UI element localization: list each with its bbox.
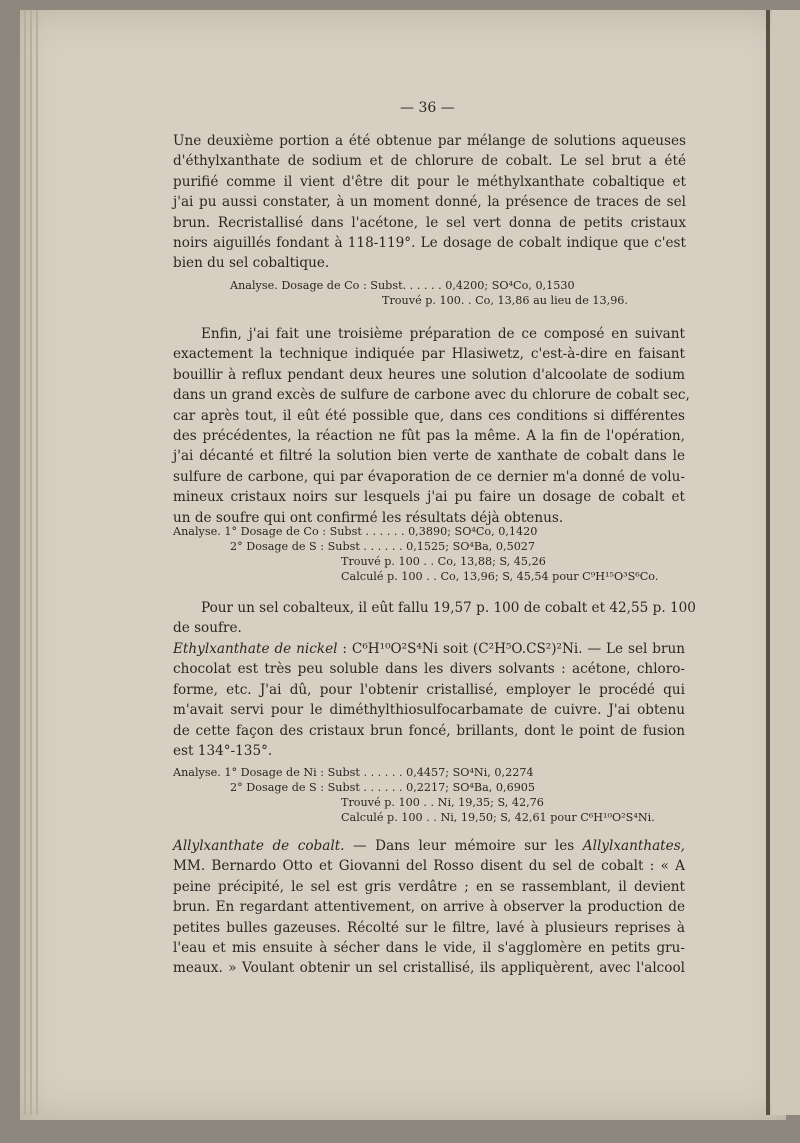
- text-line: brun. Recristallisé dans l'acétone, le sel vert donna de petits cristaux: [173, 214, 686, 231]
- text-line: de cette façon des cristaux brun foncé, brillants, dont le point de fusion: [173, 722, 685, 739]
- text-line: des précédentes, la réaction ne fût pas la même. A la fin de l'opération,: [173, 428, 685, 445]
- paragraph-3: [173, 598, 696, 639]
- formula-text: : C⁶H¹⁰O²S⁴Ni soit (C²H⁵O.CS²)²Ni. — Le sel brun: [342, 641, 685, 657]
- analysis-line: Trouvé p. 100 . . Co, 13,88; S, 45,26: [341, 555, 546, 568]
- text-line: l'eau et mis ensuite à sécher dans le vide, il s'agglomère en petits gru-: [173, 940, 685, 957]
- text-line: mineux cristaux noirs sur lesquels j'ai pu faire un dosage de cobalt et: [173, 489, 685, 506]
- analysis-line: 2° Dosage de S : Subst . . . . . . 0,1525; SO⁴Ba, 0,5027: [230, 540, 536, 553]
- page-number: — 36 —: [400, 100, 455, 116]
- text-line: noirs aiguillés fondant à 118-119°. Le dosage de cobalt indique que c'est: [173, 235, 686, 252]
- text-line: bouillir à reflux pendant deux heures une solution d'alcoolate de sodium: [173, 366, 685, 383]
- section-title: Ethylxanthate de nickel: [173, 641, 338, 657]
- text-line: meaux. » Voulant obtenir un sel cristallisé, ils appliquèrent, avec l'alcool: [173, 960, 685, 977]
- analysis-line: Analyse. Dosage de Co : Subst. . . . . . 0,4200; SO⁴Co, 0,1530: [230, 279, 575, 292]
- text-line: sulfure de carbone, qui par évaporation de ce dernier m'a donné de volu-: [173, 468, 685, 485]
- text-line: [173, 836, 685, 856]
- text-line: peine précipité, le sel est gris verdâtre ; en se rassemblant, il devient: [173, 878, 685, 895]
- text-line: bien du sel cobaltique.: [173, 255, 330, 272]
- text-line: j'ai pu aussi constater, à un moment donné, la présence de traces de sel: [173, 194, 686, 211]
- analysis-line: Calculé p. 100 . . Co, 13,96; S, 45,54 pour C⁹H¹⁵O³S⁶Co.: [341, 570, 659, 583]
- page-edge: [30, 10, 32, 1115]
- analysis-line: 2° Dosage de S : Subst . . . . . . 0,2217; SO⁴Ba, 0,6905: [230, 781, 536, 794]
- analysis-block-2: [173, 524, 658, 584]
- text-line: m'avait servi pour le diméthylthiosulfocarbamate de cuivre. J'ai obtenu: [173, 702, 685, 719]
- section-title: Allylxanthate de cobalt.: [173, 838, 345, 854]
- text-line: Enfin, j'ai fait une troisième préparation de ce composé en suivant: [201, 326, 685, 342]
- text-line: d'éthylxanthate de sodium et de chlorure de cobalt. Le sel brut a été: [173, 153, 686, 170]
- analysis-block-3: [173, 765, 655, 825]
- analysis-line: Trouvé p. 100 . . Ni, 19,35; S, 42,76: [341, 796, 544, 809]
- page-edge: [36, 10, 38, 1115]
- reference-title: Allylxanthates,: [582, 838, 685, 854]
- text-line: MM. Bernardo Otto et Giovanni del Rosso disent du sel de cobalt : « A: [173, 858, 685, 875]
- text-line: Pour un sel cobalteux, il eût fallu 19,57 p. 100 de cobalt et 42,55 p. 100: [201, 600, 696, 616]
- page-edge: [24, 10, 26, 1115]
- paragraph-5: [173, 836, 685, 979]
- analysis-line: Trouvé p. 100. . Co, 13,86 au lieu de 13,96.: [382, 294, 628, 307]
- text-line: brun. En regardant attentivement, on arrive à observer la production de: [173, 899, 685, 916]
- paragraph-4: [173, 639, 685, 761]
- text-line: de soufre.: [173, 620, 242, 637]
- paragraph-2: [173, 324, 690, 528]
- text-line: forme, etc. J'ai dû, pour l'obtenir cristallisé, employer le procédé qui: [173, 681, 685, 698]
- binding-shadow: [766, 10, 770, 1115]
- text-line: un de soufre qui ont confirmé les résultats déjà obtenus.: [173, 509, 564, 526]
- paragraph-1: [173, 131, 686, 274]
- text-line: purifié comme il vient d'être dit pour le méthylxanthate cobaltique et: [173, 173, 686, 190]
- text-line: petites bulles gazeuses. Récolté sur le filtre, lavé à plusieurs reprises à: [173, 919, 685, 936]
- text-line: j'ai décanté et filtré la solution bien verte de xanthate de cobalt dans le: [173, 448, 685, 465]
- text-line: dans un grand excès de sulfure de carbone avec du chlorure de cobalt sec,: [173, 387, 690, 404]
- text-line: chocolat est très peu soluble dans les divers solvants : acétone, chloro-: [173, 661, 685, 678]
- analysis-line: Analyse. 1° Dosage de Ni : Subst . . . . . . 0,4457; SO⁴Ni, 0,2274: [173, 766, 534, 779]
- analysis-line: Analyse. 1° Dosage de Co : Subst . . . . . . 0,3890; SO⁴Co, 0,1420: [173, 525, 538, 538]
- text-line: est 134°-135°.: [173, 743, 273, 760]
- text-line: Une deuxième portion a été obtenue par mélange de solutions aqueuses: [173, 133, 686, 149]
- text-line: [173, 639, 685, 659]
- text-fragment: — Dans leur mémoire sur les: [344, 838, 583, 854]
- next-page-edge: [772, 10, 800, 1115]
- text-line: exactement la technique indiquée par Hlasiwetz, c'est-à-dire en faisant: [173, 346, 685, 363]
- text-line: car après tout, il eût été possible que, dans ces conditions si différentes: [173, 407, 685, 424]
- analysis-line: Calculé p. 100 . . Ni, 19,50; S, 42,61 pour C⁶H¹⁰O²S⁴Ni.: [341, 811, 655, 824]
- analysis-block-1: [230, 278, 628, 308]
